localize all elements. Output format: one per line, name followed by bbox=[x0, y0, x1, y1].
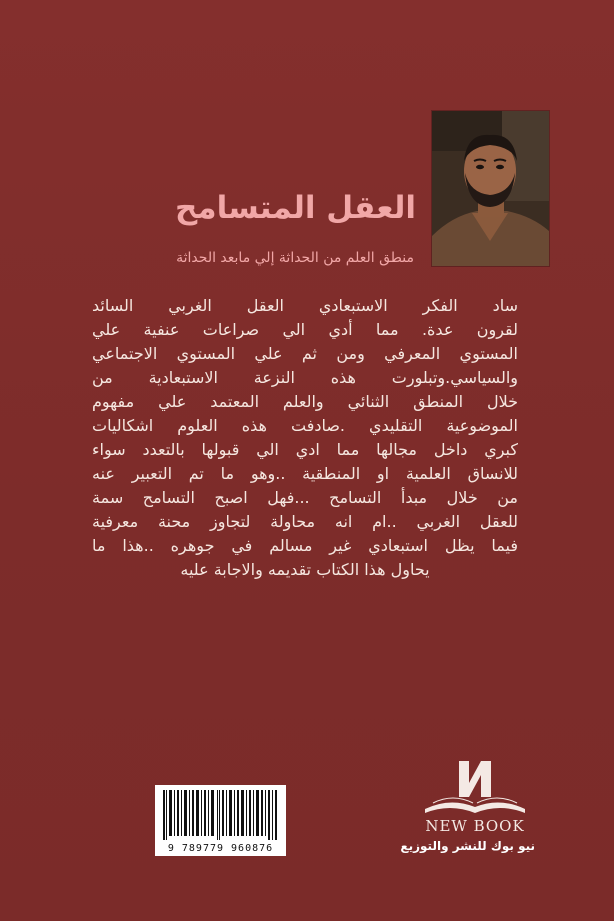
isbn-barcode bbox=[155, 785, 286, 856]
logo-text: NEW BOOK bbox=[425, 817, 525, 835]
blurb-line: خلال المنطق الثنائي والعلم المعتمد علي مفهوم bbox=[92, 392, 518, 411]
blurb-line: كبري داخل مجالها مما ادي الي قبولها بالتعدد سواء bbox=[92, 440, 518, 459]
blurb-line: الموضوعية التقليدي .صادفت هذه العلوم اشكاليات bbox=[92, 416, 518, 435]
blurb-line: يحاول هذا الكتاب تقديمه والاجابة عليه bbox=[180, 560, 430, 579]
author-photo bbox=[432, 111, 549, 266]
blurb-line: المستوي المعرفي ومن ثم علي المستوي الاجتماعي bbox=[92, 344, 518, 363]
book-title: العقل المتسامح bbox=[175, 190, 416, 226]
publisher-name: نيو بوك للنشر والتوزيع bbox=[400, 839, 535, 853]
book-logo-icon bbox=[415, 757, 535, 817]
blurb-line: فيما يظل استبعادي غير مسالم في جوهره ..هذا ما bbox=[92, 536, 518, 555]
barcode-bars bbox=[155, 785, 286, 841]
book-subtitle: منطق العلم من الحداثة إلي مابعد الحداثة bbox=[176, 250, 414, 266]
blurb-line: لقرون عدة. مما أدي الي صراعات عنفية علي bbox=[92, 320, 518, 339]
blurb-line: للانساق العلمية او المنطقية ..وهو ما تم التعبير عنه bbox=[92, 464, 518, 483]
blurb-paragraph bbox=[92, 294, 518, 582]
blurb-line: ساد الفكر الاستبعادي العقل الغربي السائد bbox=[92, 296, 518, 315]
blurb-line: والسياسي.وتبلورت هذه النزعة الاستبعادية من bbox=[92, 368, 518, 387]
blurb-line: للعقل الغربي ..ام انه محاولة لتجاوز محنة معرفية bbox=[92, 512, 518, 531]
isbn-number: 9 789779 960876 bbox=[167, 843, 274, 854]
blurb-line: من خلال مبدأ التسامح ...فهل اصبح التسامح سمة bbox=[92, 488, 518, 507]
